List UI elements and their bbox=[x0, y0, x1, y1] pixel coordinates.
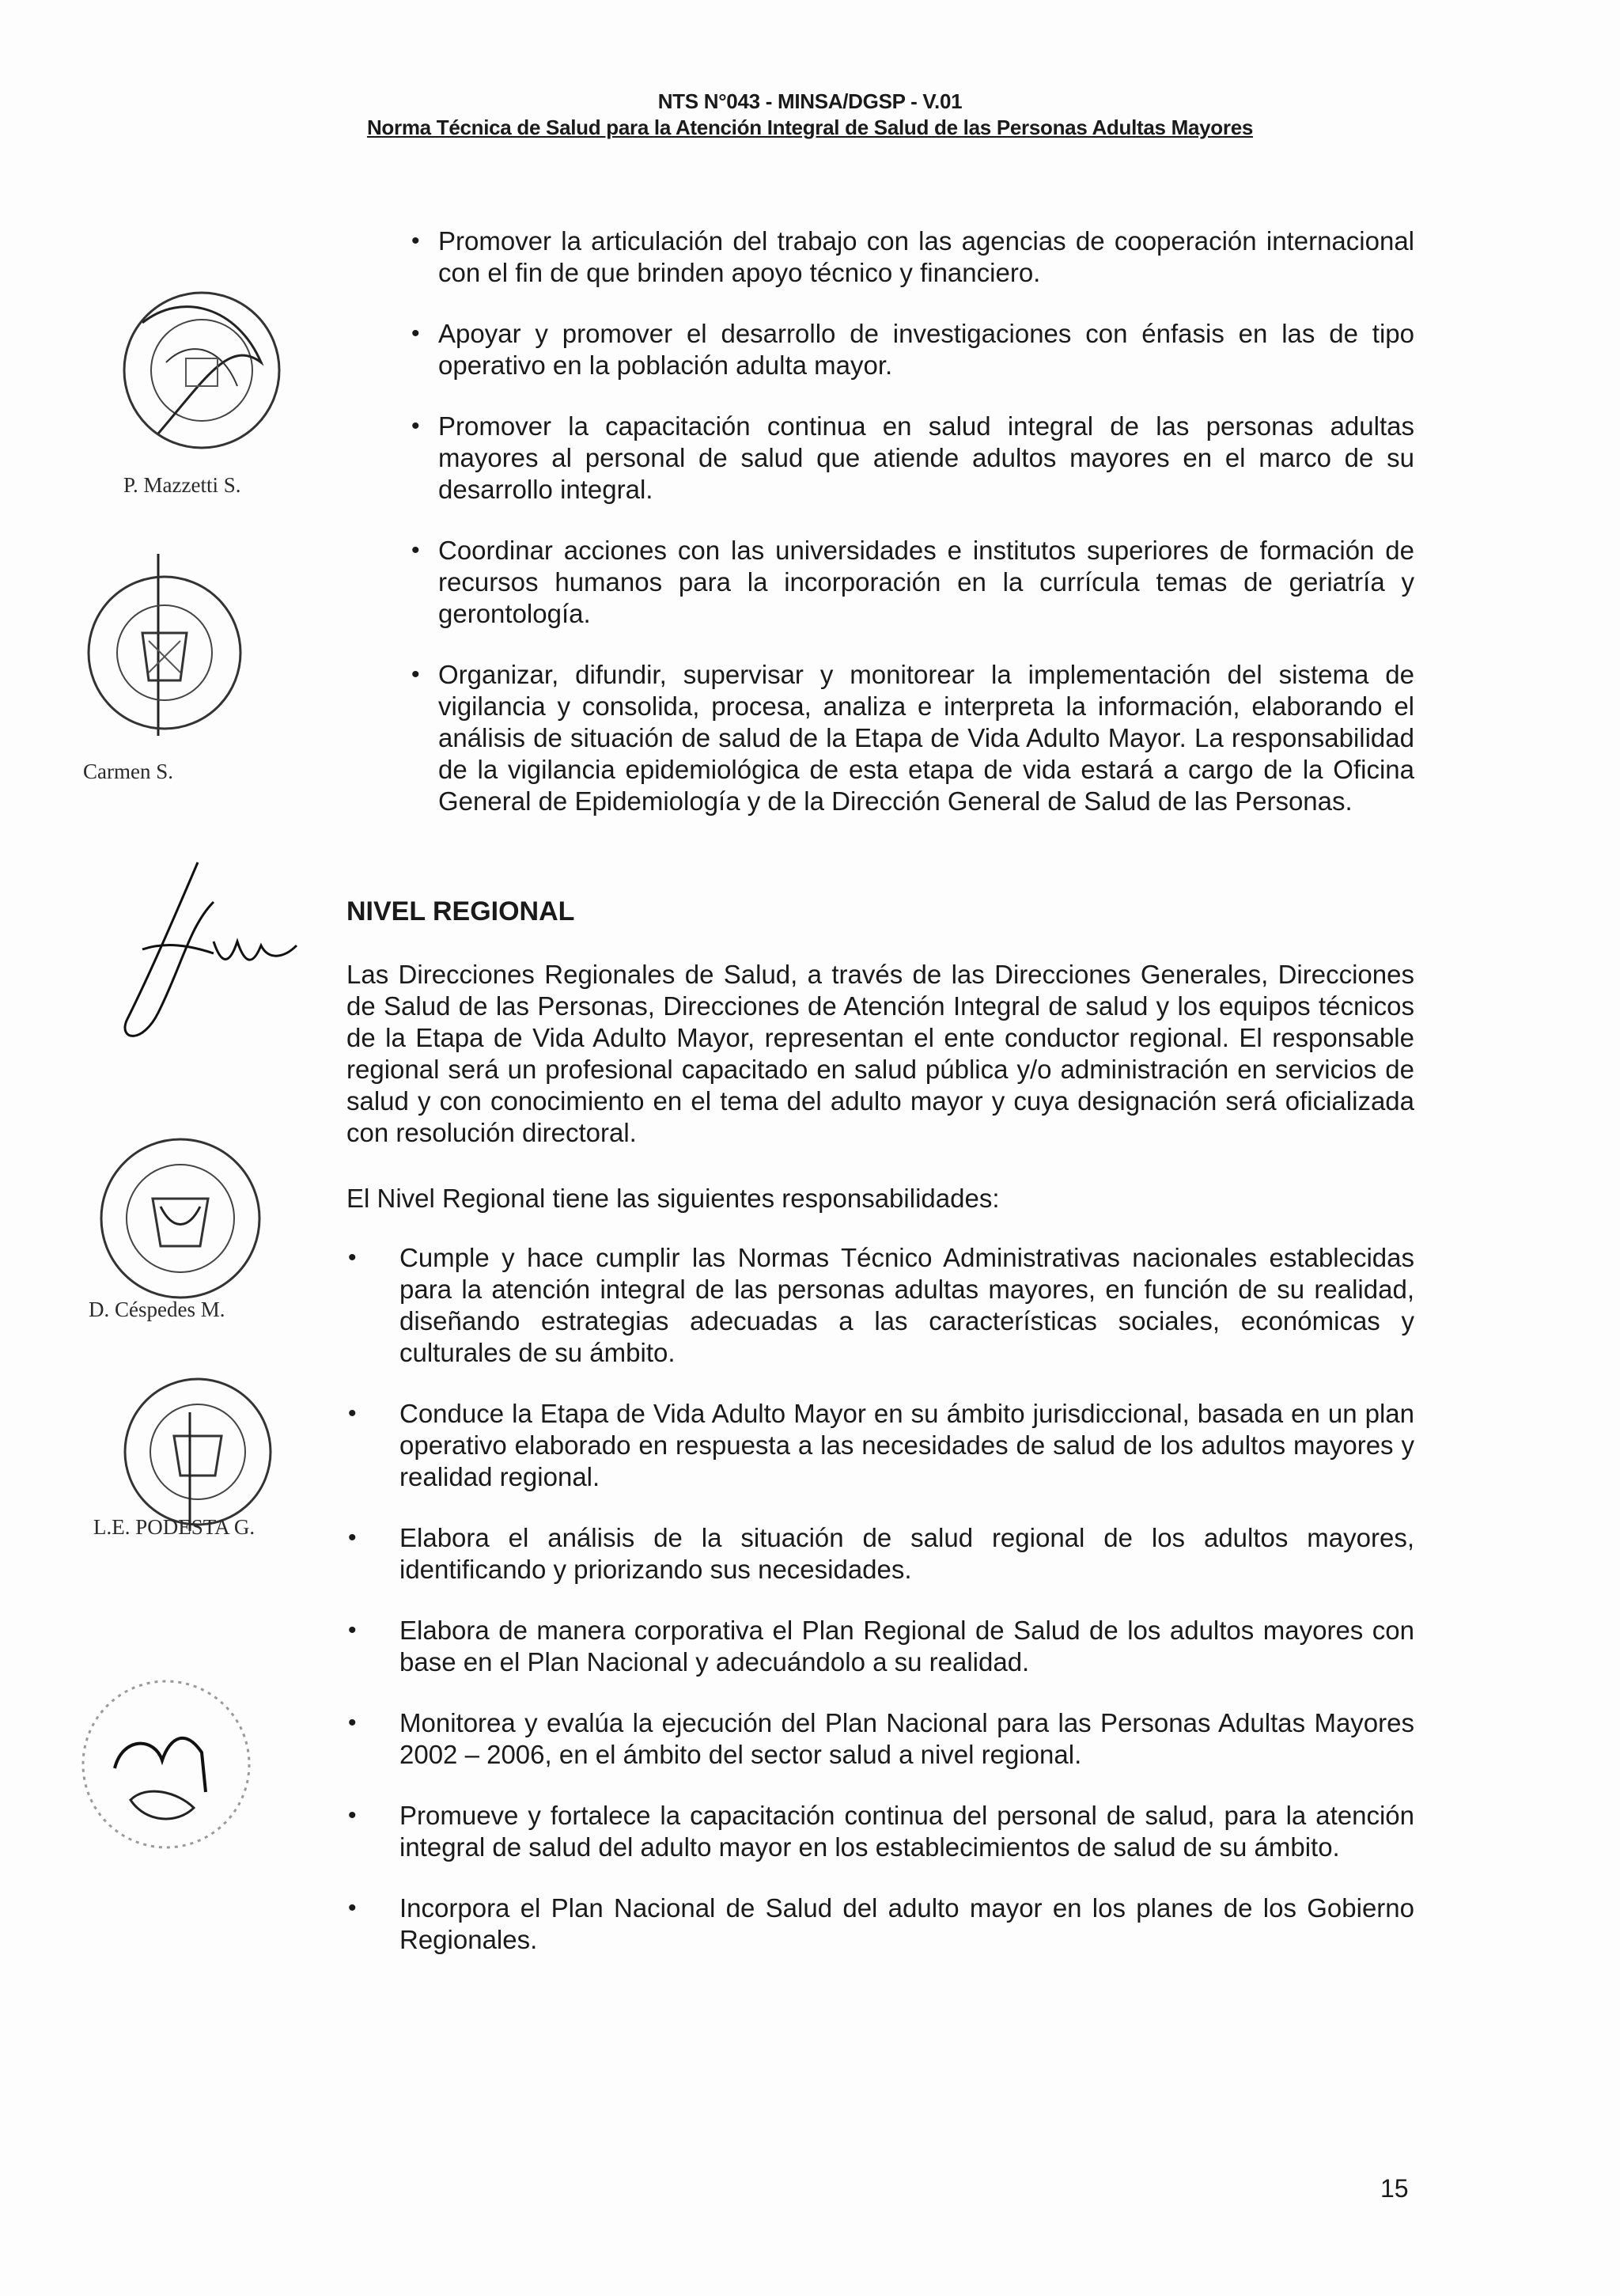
list-item bbox=[340, 1615, 1414, 1678]
bullet-icon: • bbox=[411, 228, 420, 254]
paragraph-responsibilities-lead: El Nivel Regional tiene las siguientes responsabilidades: bbox=[346, 1184, 1000, 1213]
stamp-seal-2 bbox=[70, 554, 259, 760]
list-item-text: Promueve y fortalece la capacitación continua del personal de salud, para la atención integral de salud del adulto mayor en los establecimientos de salud de su ámbito. bbox=[399, 1801, 1414, 1862]
document-code: NTS N°043 - MINSA/DGSP - V.01 bbox=[657, 89, 963, 113]
bullets-bottom bbox=[340, 1242, 1414, 1985]
section-title: NIVEL REGIONAL bbox=[346, 896, 575, 926]
list-item-text: Coordinar acciones con las universidades e institutos superiores de formación de recursos humanos para la incorporación en la currícula temas de geriatría y gerontología. bbox=[438, 536, 1414, 628]
stamp-seal-5 bbox=[67, 1665, 265, 1863]
bullet-icon: • bbox=[411, 537, 420, 563]
list-item bbox=[340, 1800, 1414, 1863]
page-number: 15 bbox=[1380, 2174, 1409, 2203]
list-item bbox=[388, 411, 1414, 506]
list-item bbox=[340, 1522, 1414, 1586]
document-header bbox=[0, 89, 1620, 141]
stamp-seal-4 bbox=[111, 1365, 285, 1539]
list-item-text: Elabora el análisis de la situación de salud regional de los adultos mayores, identificando y priorizando sus necesidades. bbox=[399, 1523, 1414, 1584]
list-item bbox=[388, 225, 1414, 289]
list-item-text: Incorpora el Plan Nacional de Salud del adulto mayor en los planes de los Gobierno Regionales. bbox=[399, 1893, 1414, 1954]
bullet-icon: • bbox=[348, 1895, 357, 1921]
list-item bbox=[340, 1398, 1414, 1493]
list-item-text: Promover la articulación del trabajo con las agencias de cooperación internacional con el fin de que brinden apoyo técnico y financiero. bbox=[438, 226, 1414, 287]
bullet-icon: • bbox=[411, 661, 420, 688]
bullet-icon: • bbox=[348, 1400, 357, 1426]
bullet-icon: • bbox=[348, 1710, 357, 1736]
paragraph-intro: Las Direcciones Regionales de Salud, a través de las Direcciones Generales, Direcciones de Salud de las Personas, Direcciones de Atención Integral de salud y los equipos técnicos de la Etapa de Vida Adulto Mayor, representan el ente conductor regional. El responsable regional será un profesional capacitado en salud pública y/o administración en servicios de salud y con conocimiento en el tema del adulto mayor y cuya designación será oficializada con resolución directoral. bbox=[346, 960, 1414, 1147]
bullet-icon: • bbox=[348, 1802, 357, 1828]
stamp-seal-3 bbox=[85, 1127, 275, 1309]
handwritten-signature bbox=[95, 854, 316, 1052]
list-item-text: Monitorea y evalúa la ejecución del Plan Nacional para las Personas Adultas Mayores 2002 – 2006, en el ámbito del sector salud a nivel regional. bbox=[399, 1708, 1414, 1769]
list-item bbox=[340, 1707, 1414, 1771]
stamp-seal-1 bbox=[111, 275, 301, 465]
signature-name-1: P. Mazzetti S. bbox=[123, 473, 241, 497]
list-item-text: Conduce la Etapa de Vida Adulto Mayor en su ámbito jurisdiccional, basada en un plan operativo elaborado en respuesta a las necesidades de salud de los adultos mayores y realidad regional. bbox=[399, 1399, 1414, 1491]
signature-name-3: D. Céspedes M. bbox=[89, 1298, 225, 1321]
bullet-icon: • bbox=[411, 320, 420, 347]
list-item-text: Cumple y hace cumplir las Normas Técnico Administrativas nacionales establecidas para la atención integral de las personas adultas mayores, en función de su realidad, diseñando estrategias adecuadas a las características sociales, económicas y culturales de su ámbito. bbox=[399, 1243, 1414, 1367]
list-item-text: Apoyar y promover el desarrollo de investigaciones con énfasis en las de tipo operativo en la población adulta mayor. bbox=[438, 319, 1414, 380]
signature-name-4: L.E. PODESTA G. bbox=[93, 1515, 255, 1539]
bullet-icon: • bbox=[348, 1245, 357, 1271]
signature-name-2: Carmen S. bbox=[83, 760, 173, 783]
bullet-icon: • bbox=[348, 1525, 357, 1551]
bullets-top bbox=[388, 225, 1414, 847]
list-item bbox=[340, 1892, 1414, 1956]
list-item bbox=[388, 318, 1414, 381]
list-item-text: Promover la capacitación continua en salud integral de las personas adultas mayores al personal de salud que atiende adultos mayores en el marco de su desarrollo integral. bbox=[438, 411, 1414, 504]
document-subtitle: Norma Técnica de Salud para la Atención Integral de Salud de las Personas Adultas Mayores bbox=[366, 116, 1254, 139]
bullet-icon: • bbox=[348, 1617, 357, 1643]
bullet-icon: • bbox=[411, 413, 420, 439]
list-item bbox=[388, 535, 1414, 630]
list-item bbox=[388, 659, 1414, 817]
list-item bbox=[340, 1242, 1414, 1369]
list-item-text: Organizar, difundir, supervisar y monitorear la implementación del sistema de vigilancia y consolida, procesa, analiza e interpreta la información, elaborando el análisis de situación de salud de la Etapa de Vida Adulto Mayor. La responsabilidad de la vigilancia epidemiológica de esta etapa de vida estará a cargo de la Oficina General de Epidemiología y de la Dirección General de Salud de las Personas. bbox=[438, 660, 1414, 816]
list-item-text: Elabora de manera corporativa el Plan Regional de Salud de los adultos mayores con base en el Plan Nacional y adecuándolo a su realidad. bbox=[399, 1616, 1414, 1677]
